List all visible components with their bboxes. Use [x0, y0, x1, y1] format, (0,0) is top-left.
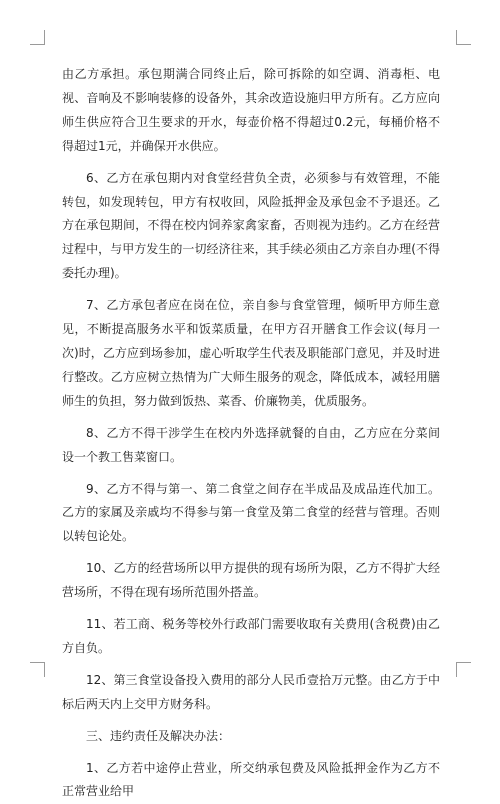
- paragraph-gap: [62, 549, 440, 557]
- paragraph-clause-12: 12、第三食堂设备投入费用的部分人民币壹拾万元整。由乙方于中标后两天内上交甲方财务科。: [62, 672, 440, 711]
- paragraph-breach-1: 1、乙方若中途停止营业，所交纳承包费及风险抵押金作为乙方不正常营业给甲: [62, 760, 440, 799]
- paragraph-clause-10: 10、乙方的经营场所以甲方提供的现有场所为限，乙方不得扩大经营场所，不得在现有场所范围外搭盖。: [62, 561, 440, 600]
- crop-mark-top-right: [456, 30, 471, 45]
- paragraph-gap: [62, 286, 440, 294]
- paragraph-clause-7: 7、乙方承包者应在岗在位，亲自参与食堂管理，倾听甲方师生意见，不断提高服务水平和饭菜质量，在甲方召开膳食工作会议(每月一次)时，乙方应到场参加，虚心听取学生代表及职能部门意见，并及时进行整改。乙方应树立热情为广大师生服务的观念，降低成本，减轻用膳师生的负担，努力做到饭热、菜香、价廉物美，优质服务。: [62, 298, 440, 408]
- crop-mark-top-left: [30, 30, 45, 45]
- crop-mark-bottom-left: [30, 662, 45, 677]
- paragraph-gap: [62, 661, 440, 669]
- paragraph-gap: [62, 414, 440, 422]
- paragraph-clause-11: 11、若工商、税务等校外行政部门需要收取有关费用(含税费)由乙方自负。: [62, 617, 440, 655]
- paragraph-gap: [62, 159, 440, 167]
- section-heading-breach: 三、违约责任及解决办法：: [86, 728, 231, 743]
- paragraph-gap: [62, 605, 440, 613]
- document-body: [62, 63, 440, 804]
- paragraph-clause-8: 8、乙方不得干涉学生在校内外选择就餐的自由，乙方应在分菜间设一个教工售菜窗口。: [62, 425, 440, 464]
- paragraph-clause-9: 9、乙方不得与第一、第二食堂之间存在半成品及成品连代加工。乙方的家属及亲戚均不得参与第一食堂及第二食堂的经营与管理。否则以转包论处。: [62, 481, 440, 544]
- paragraph-gap: [62, 717, 440, 725]
- paragraph-clause-6: 6、乙方在承包期内对食堂经营负全责，必须参与有效管理，不能转包，如发现转包，甲方有权收回，风险抵押金及承包金不予退还。乙方在承包期间，不得在校内饲养家禽家畜，否则视为违约。乙方在经营过程中，与甲方发生的一切经济往来，其手续必须由乙方亲自办理(不得委托办理)。: [62, 170, 440, 281]
- paragraph-gap: [62, 470, 440, 478]
- crop-mark-bottom-right: [456, 662, 471, 677]
- paragraph-continuation: 由乙方承担。承包期满合同终止后，除可拆除的如空调、消毒柜、电视、音响及不影响装修的设备外，其余改造设施归甲方所有。乙方应向师生供应符合卫生要求的开水，每壶价格不得超过0.2元，每桶价格不得超过1元，并确保开水供应。: [62, 67, 440, 153]
- paragraph-gap: [62, 749, 440, 757]
